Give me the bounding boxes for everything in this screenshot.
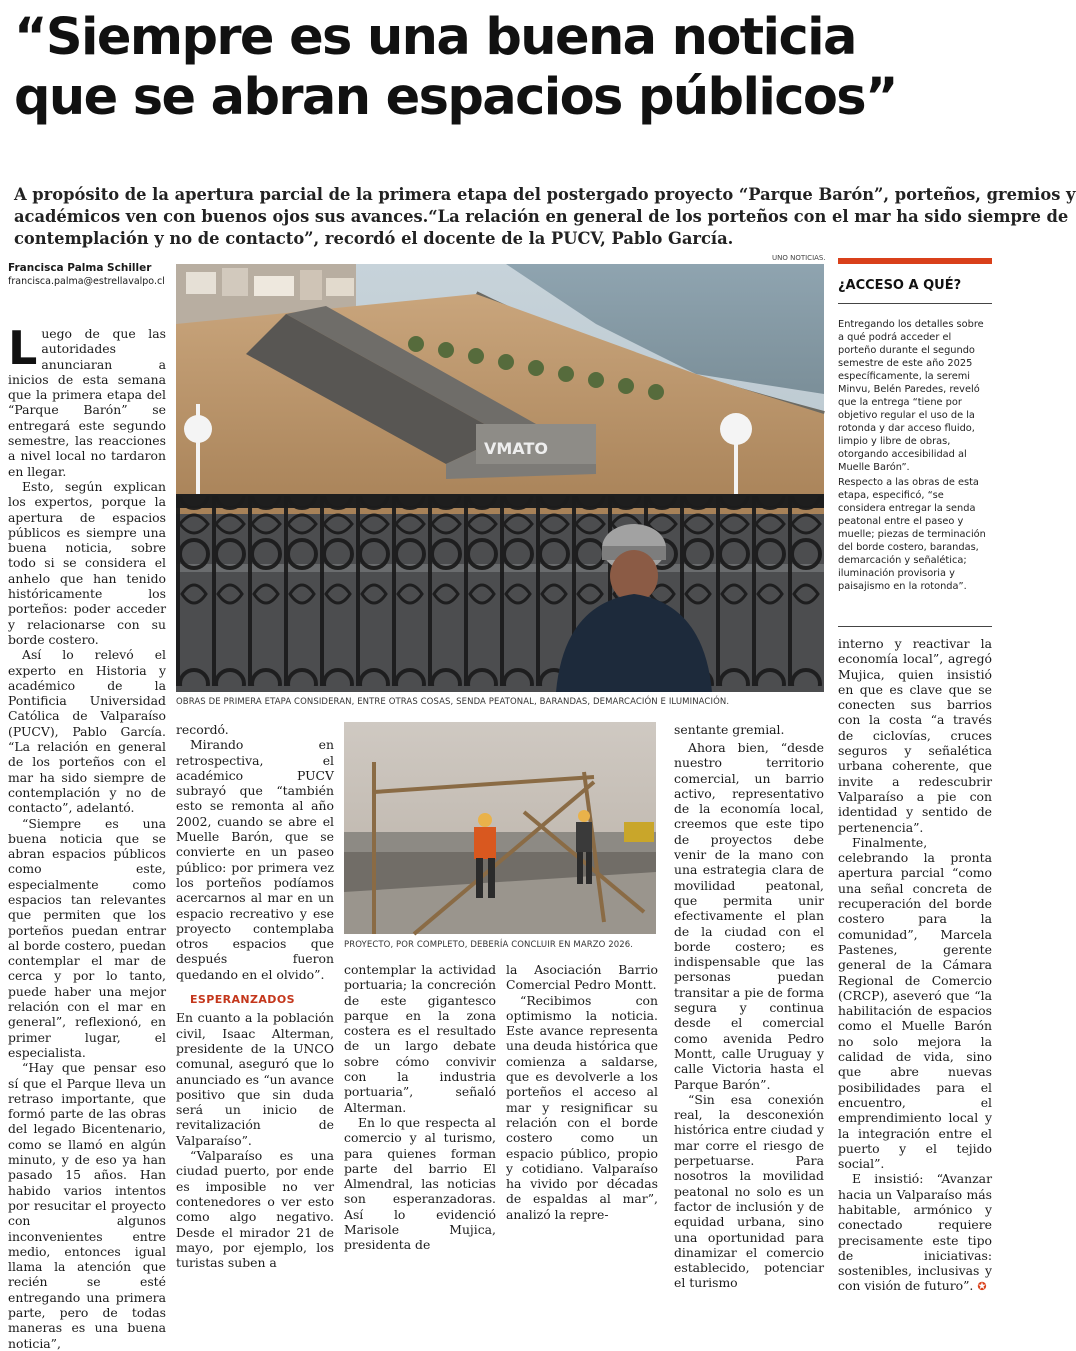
col2-paragraph-3: En cuanto a la población civil, Isaac Alterman, presidente de la UNCO comunal, aseguró que lo anunciado es “un avance positivo que sin duda será un inicio de revitalización de Valparaíso”.	[176, 1010, 334, 1148]
sidebar-divider	[838, 303, 992, 304]
col3-paragraph-2: En lo que respecta al comercio y al turismo, para quienes forman parte del barrio El Almendral, las noticias son esperanzadoras. Así lo evidenció Marisole Mujica, presidenta de	[344, 1114, 496, 1253]
secondary-photo-caption: PROYECTO, POR COMPLETO, DEBERÍA CONCLUIR EN MARZO 2026.	[344, 940, 634, 950]
svg-text:VMATO: VMATO	[484, 439, 548, 458]
sidebar-box	[838, 258, 992, 593]
headline-line-1: “Siempre es una buena noticia	[14, 8, 856, 67]
sidebar-accent-bar	[838, 258, 992, 264]
lead-paragraph	[14, 184, 1076, 250]
lead-line-1: A propósito de la apertura parcial de la primera etapa del postergado proyecto “Parque Barón”, porteños, gremios y	[14, 185, 1076, 204]
drop-cap: L	[8, 321, 38, 375]
secondary-photo	[344, 722, 656, 934]
sidebar-bottom-rule	[838, 626, 992, 627]
col6-paragraph-3: E insistió: “Avanzar hacia un Valparaíso más habitable, armónico y conectado requiere precisamente este tipo de iniciativas: sostenibles, inclusivas y con visión de futuro”. ✪	[838, 1171, 992, 1294]
col6-paragraph-1: interno y reactivar la economía local”, agregó Mujica, quien insistió en que es clave que se conecten sus barrios con la costa “a través de ciclovías, cruces seguros y señalética urbana coherente, que invite a redescubrir Valparaíso a pie con identidad y sentido de pertenencia”.	[838, 636, 992, 835]
article-column-4	[506, 962, 658, 1222]
article-column-6	[838, 636, 992, 1295]
headline-line-2: que se abran espacios públicos”	[14, 68, 897, 127]
col4-paragraph-2: “Recibimos con optimismo la noticia. Este avance representa una deuda histórica que comienza a saldarse, que es devolverle a los porteños el acceso al mar y resignificar su relación con el borde costero como un espacio público, propio y cotidiano. Valparaíso ha vivido por décadas de espaldas al mar”, analizó la repre-	[506, 992, 658, 1222]
col5-paragraph-1: Ahora bien, “desde nuestro territorio comercial, un barrio activo, representativo de la economía local, creemos que este tipo de proyectos debe venir de la mano con una estrategia clara de movilidad peatonal, que permita unir efectivamente el plan de la ciudad con el borde costero; es indispensable que las personas puedan transitar a pie de forma segura y continua desde el comercial como avenida Pedro Montt, calle Uruguay y calle Victoria hasta el Parque Barón”.	[674, 740, 824, 1092]
col1-paragraph-1: Luego de que las autoridades anunciaran a inicios de esta semana que la primera etapa del “Parque Barón” se entregará este segundo semestre, las reacciones a nivel local no tardaron en llegar.	[8, 321, 166, 479]
col1-paragraph-5: “Hay que pensar eso sí que el Parque lleva un retraso importante, que formó parte de las obras del legado Bicentenario, como se llamó en algún minuto, y de eso ya han pasado 15 años. Han habido varios intentos por resucitar el proyecto con algunos inconvenientes entre medio, entonces igual llama la atención que recién se esté entregando una primera parte, pero de todas maneras es una buena noticia”,	[8, 1060, 166, 1351]
lead-line-2: académicos ven con buenos ojos sus avances.“La relación en general de los porteños con el mar ha sido siempre de	[14, 207, 1069, 226]
sidebar-title: ¿ACCESO A QUÉ?	[838, 278, 962, 293]
col2-paragraph-2: Mirando en retrospectiva, el académico PUCV subrayó que “también esto se remonta al año 2002, cuando se abre el Muelle Barón, que se convierte en un paseo público: por primera vez los porteños podíamos acercarnos al mar en un espacio recreativo y ese proyecto contemplaba otros espacios que después fueron quedando en el olvido”.	[176, 737, 334, 982]
article-column-4-top	[674, 722, 824, 737]
col1-paragraph-4: “Siempre es una buena noticia que se abran espacios públicos como este, especialmente como espacios tan relevantes que permiten que los porteños puedan entrar al borde costero, puedan contemplar el mar de cerca y por lo tanto, puede haber una mejor relación con el mar en general”, reflexionó, en primer lugar, el especialista.	[8, 815, 166, 1060]
col3-paragraph-1: contemplar la actividad portuaria; la concreción de este gigantesco parque en la zona costera es el resultado de un largo debate sobre cómo convivir con la industria portuaria”, señaló Alterman.	[344, 962, 496, 1115]
main-photo-caption: OBRAS DE PRIMERA ETAPA CONSIDERAN, ENTRE OTRAS COSAS, SENDA PEATONAL, BARANDAS, DEMARCACIÓN E ILUMINACIÓN.	[176, 697, 730, 707]
author-name: Francisca Palma Schiller	[8, 262, 152, 274]
author-email[interactable]: francisca.palma@estrellavalpo.cl	[8, 276, 165, 287]
col2-paragraph-1: recordó.	[176, 722, 229, 737]
byline	[8, 262, 173, 287]
article-column-2	[176, 722, 334, 1270]
headline	[14, 8, 989, 128]
col4-paragraph-0: la Asociación Barrio Comercial Pedro Montt.	[506, 962, 658, 993]
article-column-1	[8, 321, 166, 1351]
end-mark-icon: ✪	[977, 1280, 987, 1294]
lead-line-3: contemplación y no de contacto”, recordó el docente de la PUCV, Pablo García.	[14, 229, 734, 248]
col4-paragraph-1: sentante gremial.	[674, 722, 785, 737]
col2-paragraph-4: “Valparaíso es una ciudad puerto, por ende es imposible no ver contenedores o ver esto como algo negativo. Desde el mirador 21 de mayo, por ejemplo, los turistas suben a	[176, 1148, 334, 1271]
col6-paragraph-2: Finalmente, celebrando la pronta apertura parcial “como una señal concreta de recuperación del borde costero para la comunidad”, Marcela Pastenes, gerente general de la Cámara Regional de Comercio (CRCP), aseveró que “la habilitación de espacios como el Muelle Barón no solo mejora la calidad de vida, sino que abre nuevas posibilidades para el encuentro, el emprendimiento local y la integración entre el puerto y el tejido social”.	[838, 834, 992, 1172]
sidebar-paragraph-2: Respecto a las obras de esta etapa, especificó, “se considera entregar la senda peatonal entre el paseo y muelle; piezas de terminación del borde costero, barandas, demarcación y señalética; iluminación provisoria y paisajismo en la rotonda”.	[838, 477, 986, 592]
col1-paragraph-2: Esto, según explican los expertos, porque la apertura de espacios públicos es siempre una buena noticia, sobre todo si se considera el anhelo que han tenido históricamente los porteños: poder acceder y relacionarse con su borde costero.	[8, 478, 166, 647]
photo-credit: UNO NOTICIAS.	[772, 254, 826, 262]
sidebar-body	[838, 318, 992, 593]
main-photo	[176, 264, 824, 692]
col5-paragraph-2: “Sin esa conexión real, la desconexión histórica entre ciudad y mar corre el riesgo de perpetuarse. Para nosotros la movilidad peatonal no solo es un factor de inclusión y de equidad urbana, sino una oportunidad para dinamizar el comercio establecido, potenciar el turismo	[674, 1091, 824, 1291]
article-column-3	[344, 962, 496, 1253]
col1-paragraph-3: Así lo relevó el experto en Historia y académico de la Pontificia Universidad Católica de Valparaíso (PUCV), Pablo García. “La relación en general de los porteños con el mar ha sido siempre de contemplación y no de contacto”, adelantó.	[8, 647, 166, 816]
article-column-5	[674, 740, 824, 1291]
section-subhead: ESPERANZADOS	[190, 993, 295, 1007]
sidebar-paragraph-1: Entregando los detalles sobre a qué podrá acceder el porteño durante el segundo semestre de este año 2025 específicamente, la seremi Minvu, Belén Paredes, reveló que la entrega “tiene por objetivo regular el uso de la rotonda y dar acceso fluido, limpio y libre de obras, otorgando accesibilidad al Muelle Barón”.	[838, 319, 984, 473]
